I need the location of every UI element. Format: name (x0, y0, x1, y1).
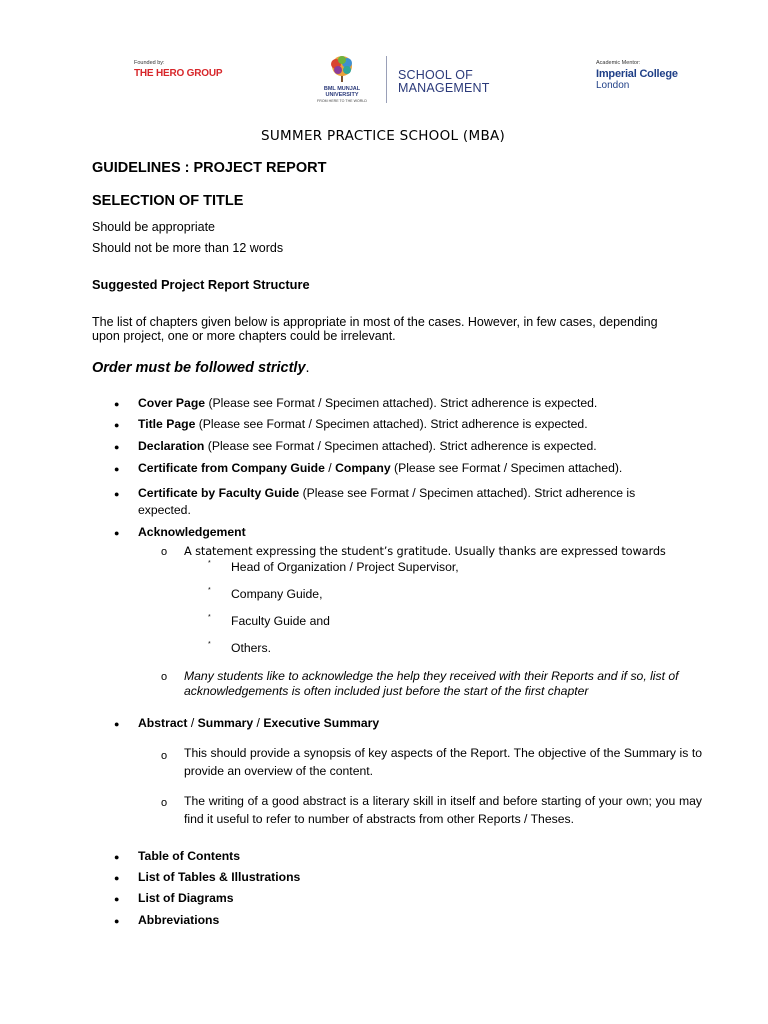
guidelines-heading: GUIDELINES : PROJECT REPORT (92, 160, 327, 176)
intro-text-line1: The list of chapters given below is appropriate in most of the cases. However, in few cases, depending (92, 315, 658, 329)
bullet-icon: ● (114, 528, 120, 538)
bullet-icon: ● (114, 894, 120, 904)
bullet-icon: ● (114, 719, 120, 729)
university-tagline: FROM HERE TO THE WORLD (317, 99, 367, 103)
selection-heading: SELECTION OF TITLE (92, 193, 244, 209)
star-bullet-icon: * (208, 560, 211, 567)
school-name-line2: MANAGEMENT (398, 81, 490, 95)
hero-group-logo-text: THE HERO GROUP (134, 68, 223, 79)
selection-rule: Should not be more than 12 words (92, 241, 284, 255)
list-item: Abstract / Summary / Executive Summary (138, 716, 380, 730)
bullet-icon: ● (114, 852, 120, 862)
order-note: Order must be followed strictly. (92, 360, 310, 376)
ack-statement: A statement expressing the student’s gratitude. Usually thanks are expressed towards (184, 544, 666, 558)
university-name-line1: BML MUNJAL (323, 86, 361, 92)
bullet-icon: ● (114, 442, 120, 452)
list-item-continuation: expected. (138, 503, 191, 517)
star-bullet-icon: * (208, 641, 211, 648)
list-item: Title Page (Please see Format / Specimen attached). Strict adherence is expected. (138, 417, 588, 431)
bullet-icon: ● (114, 489, 120, 499)
imperial-london-text: London (596, 80, 630, 91)
ack-note-line1: Many students like to acknowledge the help they received with their Reports and if so, list of (184, 669, 679, 683)
ack-target: Company Guide, (231, 587, 323, 601)
sub-bullet-icon: o (161, 671, 168, 683)
academic-mentor-label: Academic Mentor: (596, 60, 641, 66)
list-item: Acknowledgement (138, 525, 246, 539)
bullet-icon: ● (114, 916, 120, 926)
abstract-point: The writing of a good abstract is a literary skill in itself and before starting of your own; you may find it useful to refer to number of abstracts from other Reports / Theses. (184, 794, 702, 826)
list-item: Cover Page (Please see Format / Specimen attached). Strict adherence is expected. (138, 396, 598, 410)
list-item: Declaration (Please see Format / Specimen attached). Strict adherence is expected. (138, 439, 597, 453)
document-title: SUMMER PRACTICE SCHOOL (MBA) (261, 128, 506, 144)
university-tree-logo-icon (326, 54, 358, 86)
list-item: Abbreviations (138, 913, 220, 927)
star-bullet-icon: * (208, 614, 211, 621)
sub-bullet-icon: o (161, 750, 168, 762)
sub-bullet-icon: o (161, 546, 168, 558)
list-item: List of Tables & Illustrations (138, 870, 301, 884)
list-item: Table of Contents (138, 849, 241, 863)
ack-note-line2: acknowledgements is often included just before the start of the first chapter (184, 684, 589, 698)
imperial-college-logo-text: Imperial College (596, 68, 678, 80)
intro-text-line2: upon project, one or more chapters could be irrelevant. (92, 329, 396, 343)
list-item: List of Diagrams (138, 891, 234, 905)
list-item: Certificate from Company Guide / Company (Please see Format / Specimen attached). (138, 461, 623, 475)
bullet-icon: ● (114, 873, 120, 883)
star-bullet-icon: * (208, 587, 211, 594)
selection-rule: Should be appropriate (92, 220, 216, 234)
university-name-line2: UNIVERSITY (325, 92, 359, 98)
ack-target: Others. (231, 641, 271, 655)
ack-target: Head of Organization / Project Supervisor, (231, 560, 459, 574)
bullet-icon: ● (114, 464, 120, 474)
school-name-line1: SCHOOL OF (398, 68, 473, 82)
sub-bullet-icon: o (161, 797, 168, 809)
ack-target: Faculty Guide and (231, 614, 330, 628)
abstract-point: This should provide a synopsis of key aspects of the Report. The objective of the Summary is to provide an overview of the content. (184, 746, 702, 778)
founded-by-label: Founded by: (134, 60, 165, 66)
logo-divider (386, 56, 387, 103)
bullet-icon: ● (114, 399, 120, 409)
bullet-icon: ● (114, 420, 120, 430)
structure-heading: Suggested Project Report Structure (92, 277, 310, 292)
list-item: Certificate by Faculty Guide (Please see Format / Specimen attached). Strict adherence is (138, 486, 636, 500)
